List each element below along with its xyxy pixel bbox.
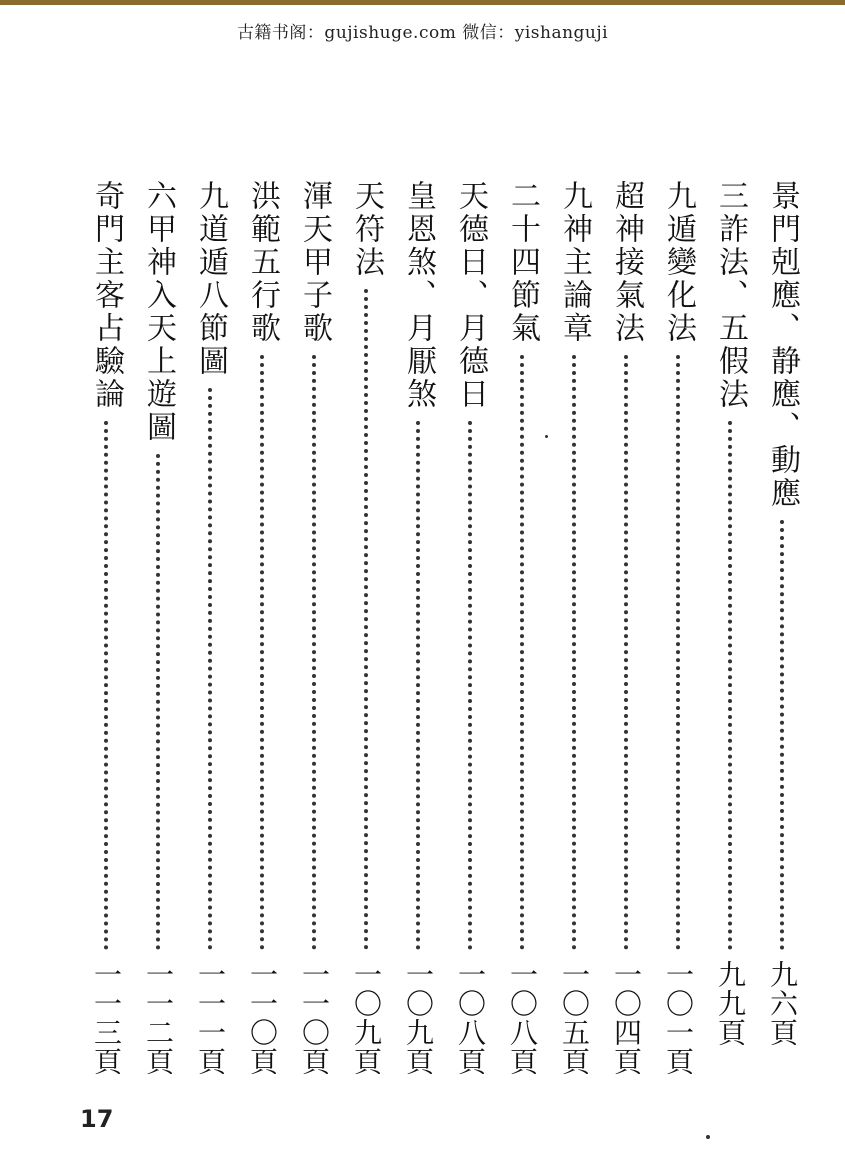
dot-leader: [364, 289, 372, 950]
page-number: 17: [80, 1105, 114, 1133]
toc-entry-title: 九道遁八節圖: [193, 180, 228, 378]
toc-entry-page: 一〇一頁: [662, 960, 695, 1076]
dot-leader: [260, 355, 268, 950]
scan-speck: [706, 1135, 710, 1139]
toc-entry: [188, 180, 232, 1100]
toc-entry-title: 奇門主客占驗論: [89, 180, 124, 411]
dot-leader: [208, 388, 216, 950]
toc-entry: [136, 180, 180, 1100]
dot-leader: [156, 454, 164, 950]
table-of-contents: [60, 180, 800, 1100]
toc-entry: [344, 180, 388, 1100]
toc-entry: [500, 180, 544, 1100]
toc-entry: [396, 180, 440, 1100]
dot-leader: [104, 421, 112, 950]
top-border: [0, 0, 845, 5]
dot-leader: [416, 421, 424, 950]
toc-entry-title: 六甲神入天上遊圖: [141, 180, 176, 444]
toc-entry-title: 天德日、月德日: [453, 180, 488, 411]
toc-entry-page: 一一〇頁: [298, 960, 331, 1076]
toc-entry-title: 二十四節氣: [505, 180, 540, 345]
watermark-header: 古籍书阁：gujishuge.com 微信：yishanguji: [236, 23, 609, 43]
toc-entry-page: 一一〇頁: [246, 960, 279, 1076]
dot-leader: [520, 355, 528, 950]
toc-entry-page: 一一二頁: [142, 960, 175, 1076]
toc-entry-title: 三詐法、五假法: [713, 180, 748, 411]
toc-entry-title: 天符法: [349, 180, 384, 279]
toc-entry: [292, 180, 336, 1100]
toc-entry: [604, 180, 648, 1100]
toc-entry-page: 一一一頁: [194, 960, 227, 1076]
toc-entry-title: 渾天甲子歌: [297, 180, 332, 345]
toc-entry-page: 一〇八頁: [506, 960, 539, 1076]
toc-entry: [656, 180, 700, 1100]
toc-entry: [84, 180, 128, 1100]
dot-leader: [780, 520, 788, 950]
toc-entry: [760, 180, 804, 1100]
toc-entry-page: 一〇八頁: [454, 960, 487, 1076]
toc-entry-page: 九九頁: [714, 960, 747, 1047]
toc-entry-page: 一〇四頁: [610, 960, 643, 1076]
toc-entry-title: 洪範五行歌: [245, 180, 280, 345]
toc-entry-title: 九遁變化法: [661, 180, 696, 345]
toc-entry: [448, 180, 492, 1100]
toc-entry: [552, 180, 596, 1100]
toc-entry-page: 一〇九頁: [402, 960, 435, 1076]
scan-speck: [545, 435, 548, 438]
toc-entry: [240, 180, 284, 1100]
toc-entry-title: 九神主論章: [557, 180, 592, 345]
dot-leader: [468, 421, 476, 950]
dot-leader: [572, 355, 580, 950]
toc-entry: [708, 180, 752, 1100]
dot-leader: [624, 355, 632, 950]
dot-leader: [676, 355, 684, 950]
toc-entry-title: 景門剋應、静應、動應: [765, 180, 800, 510]
dot-leader: [312, 355, 320, 950]
dot-leader: [728, 421, 736, 950]
toc-entry-page: 一〇九頁: [350, 960, 383, 1076]
toc-entry-page: 一〇五頁: [558, 960, 591, 1076]
toc-entry-page: 九六頁: [766, 960, 799, 1047]
toc-entry-page: 一一三頁: [90, 960, 123, 1076]
toc-entry-title: 超神接氣法: [609, 180, 644, 345]
toc-entry-title: 皇恩煞、月厭煞: [401, 180, 436, 411]
